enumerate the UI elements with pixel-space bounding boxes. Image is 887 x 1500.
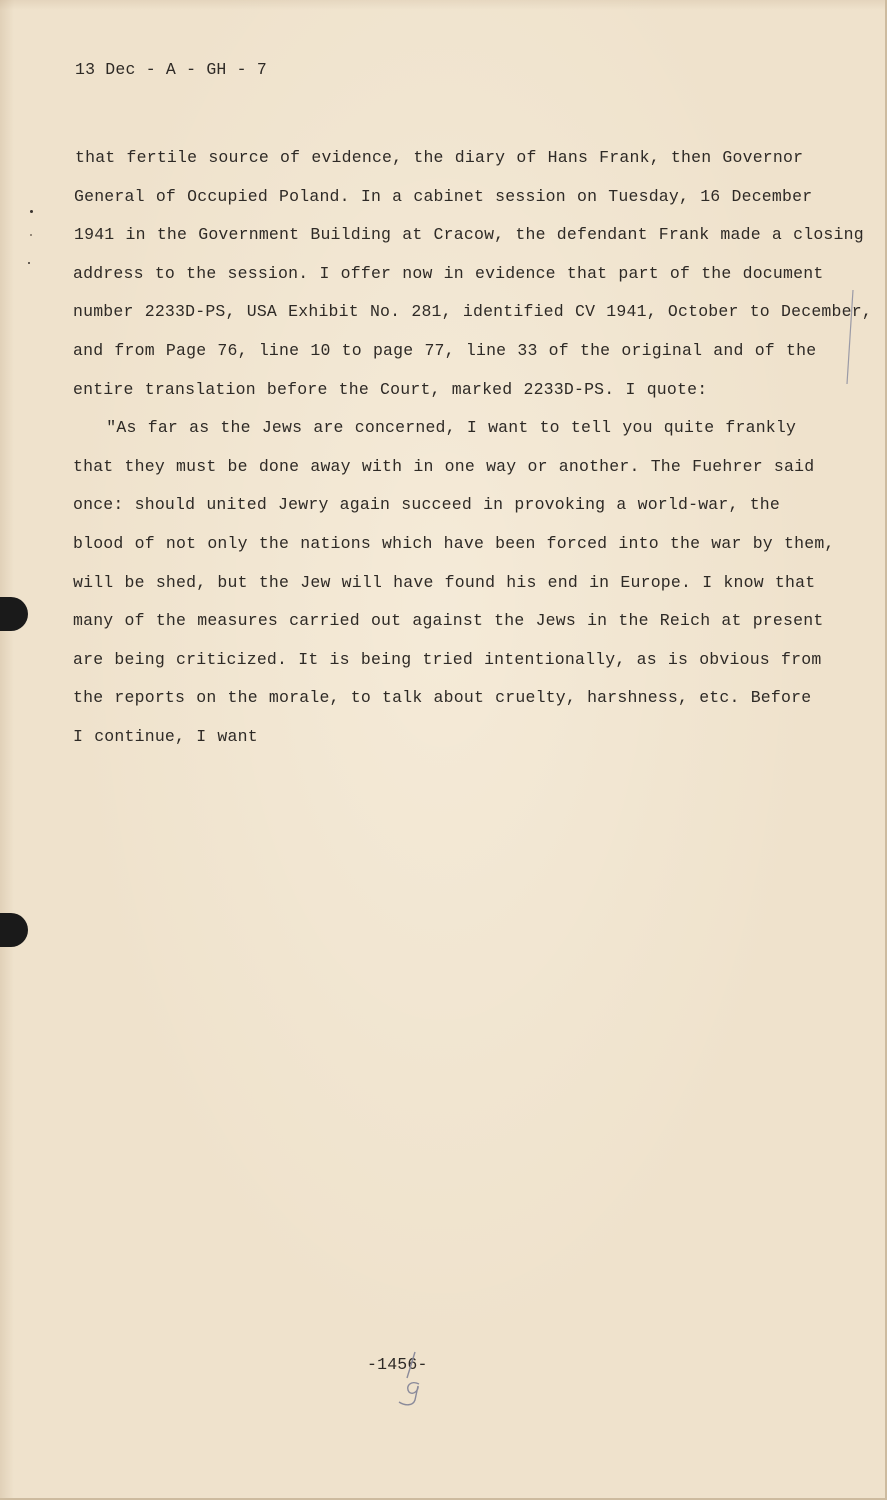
body-text [73, 139, 872, 757]
text-line: and from Page 76, line 10 to page 77, line 33 of the original and of the [73, 340, 817, 360]
text-line: are being criticized. It is being tried intentionally, as is obvious from [73, 649, 822, 669]
text-line: General of Occupied Poland. In a cabinet session on Tuesday, 16 December [74, 186, 813, 206]
paper-speck [30, 210, 33, 213]
text-line: 1941 in the Government Building at Cracow, the defendant Frank made a closing [74, 225, 864, 245]
text-line: the reports on the morale, to talk about cruelty, harshness, etc. Before [73, 688, 812, 708]
text-line: that they must be done away with in one way or another. The Fuehrer said [73, 456, 815, 476]
text-line: will be shed, but the Jew will have found his end in Europe. I know that [73, 572, 816, 592]
margin-pencil-mark [845, 288, 855, 386]
text-line: "As far as the Jews are concerned, I want to tell you quite frankly [73, 418, 797, 438]
text-line: I continue, I want [73, 726, 258, 746]
punch-hole [0, 913, 28, 947]
paper-speck [30, 234, 32, 236]
text-line: that fertile source of evidence, the diary of Hans Frank, then Governor [75, 148, 804, 167]
page-number: -1456- [367, 1355, 428, 1374]
text-line: entire translation before the Court, marked 2233D-PS. I quote: [73, 379, 708, 399]
paper-speck [28, 262, 30, 264]
handwritten-correction-mark [397, 1348, 427, 1408]
page-header: 13 Dec - A - GH - 7 [75, 60, 267, 79]
punch-hole [0, 597, 28, 631]
text-line: blood of not only the nations which have been forced into the war by them, [73, 533, 835, 553]
text-line: once: should united Jewry again succeed in provoking a world-war, the [73, 495, 781, 515]
text-line: address to the session. I offer now in evidence that part of the document [73, 263, 824, 283]
text-line: number 2233D-PS, USA Exhibit No. 281, identified CV 1941, October to December, [73, 302, 872, 322]
text-line: many of the measures carried out against the Jews in the Reich at present [73, 611, 824, 631]
